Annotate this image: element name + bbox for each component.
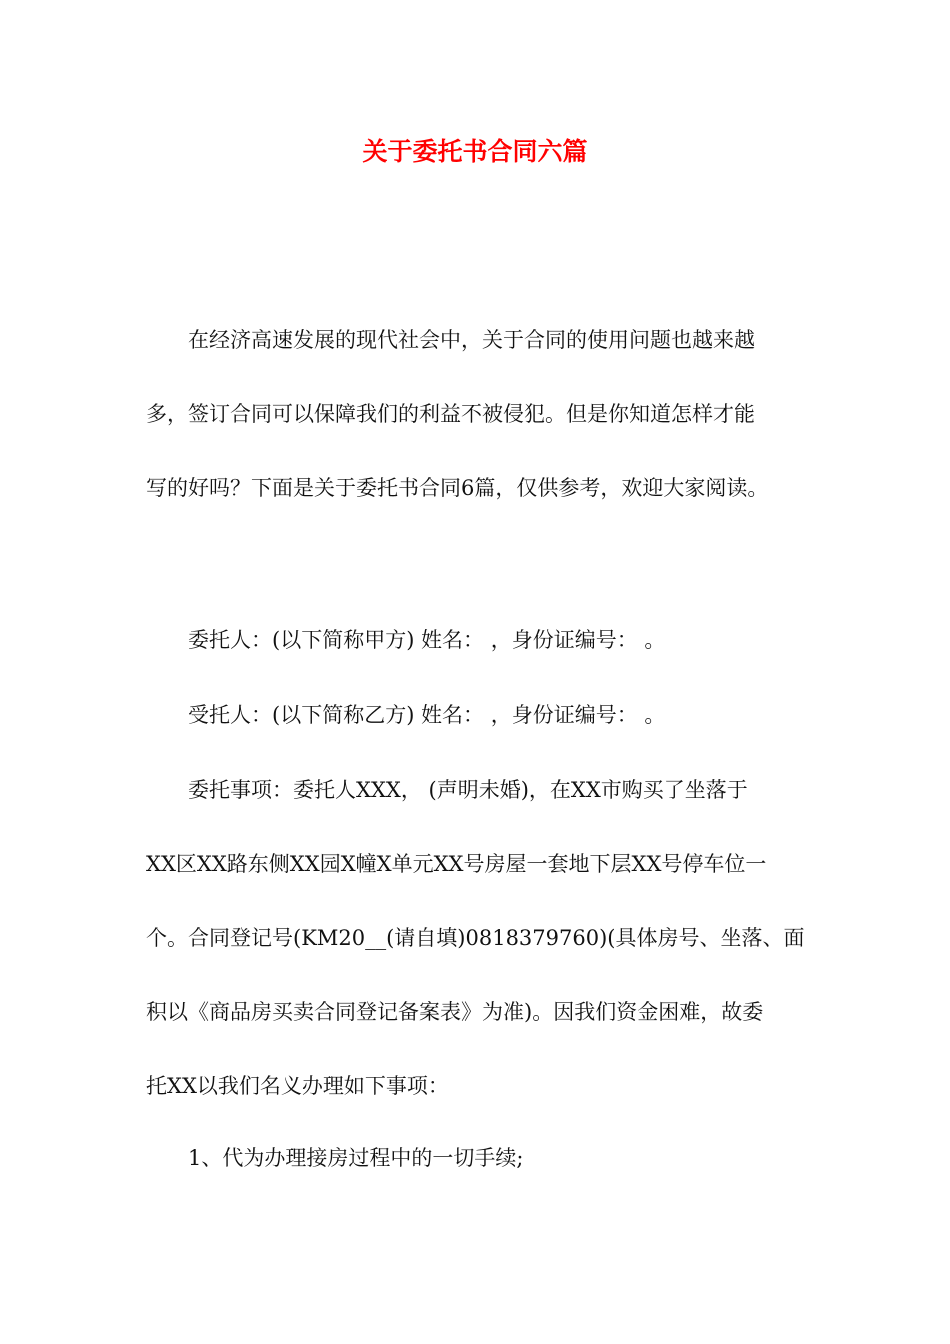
intro-line-1: 在经济高速发展的现代社会中，关于合同的使用问题也越来越 xyxy=(188,328,755,352)
matters-line-4: 积以《商品房买卖合同登记备案表》为准)。因我们资金困难，故委 xyxy=(146,1000,764,1024)
matters-line-3: 个。合同登记号(KM20__(请自填)0818379760)(具体房号、坐落、面 xyxy=(146,926,805,950)
intro-paragraph xyxy=(146,303,812,525)
matters-line-2: XX区XX路东侧XX园X幢X单元XX号房屋一套地下层XX号停车位一 xyxy=(146,852,767,876)
agent-paragraph xyxy=(146,678,812,752)
matters-paragraph xyxy=(146,753,812,1123)
matters-line-5: 托XX以我们名义办理如下事项： xyxy=(146,1074,449,1098)
principal-paragraph xyxy=(146,603,812,677)
principal-line: 委托人：(以下简称甲方) 姓名： ，身份证编号： 。 xyxy=(188,628,666,652)
intro-line-2: 多，签订合同可以保障我们的利益不被侵犯。但是你知道怎样才能 xyxy=(146,402,755,426)
item-1-paragraph xyxy=(146,1121,812,1195)
intro-line-3: 写的好吗？下面是关于委托书合同6篇，仅供参考，欢迎大家阅读。 xyxy=(146,476,769,500)
matters-line-1: 委托事项：委托人XXX， (声明未婚)，在XX市购买了坐落于 xyxy=(188,778,748,802)
agent-line: 受托人：(以下简称乙方) 姓名： ，身份证编号： 。 xyxy=(188,703,666,727)
item-1-line: 1、代为办理接房过程中的一切手续; xyxy=(188,1146,524,1170)
document-title: 关于委托书合同六篇 xyxy=(362,137,588,166)
